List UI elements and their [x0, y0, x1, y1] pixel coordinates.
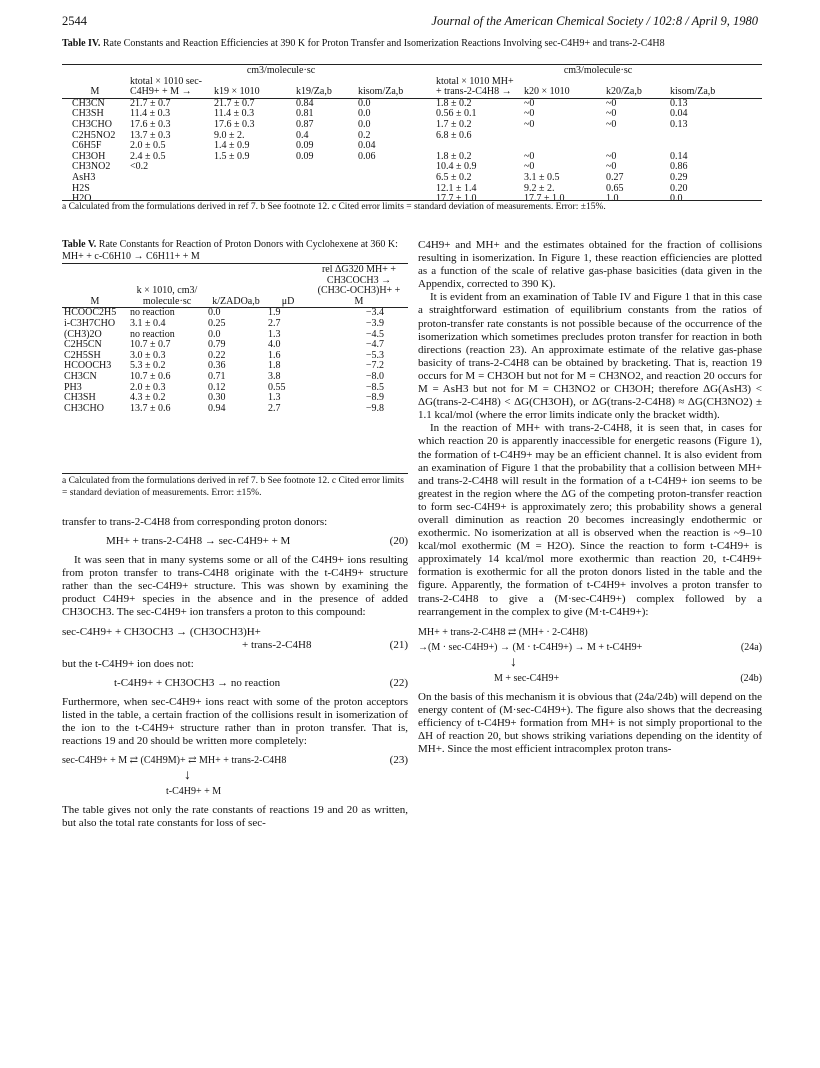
table5-header-m: M	[90, 295, 100, 307]
table4-cell: <0.2	[130, 161, 149, 173]
table5-cell: 0.25	[208, 317, 226, 329]
table5-cell: 4.0	[268, 339, 281, 351]
table5-cell: 2.0 ± 0.3	[130, 381, 166, 393]
table4-row	[62, 141, 762, 152]
right-paragraph-4: On the basis of this mechanism it is obvious that (24a/24b) will depend on the energy content of (M·sec-C4H9+). The figure also shows that the decreasing efficiency of t-C4H9+ formation from MH+ is not simply proportional to the ΔH of reaction 20, but shows striking variations depending on the identity of MH+. Since the most efficient intracomplex proton trans-	[418, 690, 762, 756]
table4-unit-right: cm3/molecule·sc	[563, 65, 633, 76]
table5-bottom-rule	[62, 473, 408, 474]
equation-20	[62, 535, 408, 548]
table4-cell: 0.86	[670, 161, 688, 173]
table5-cell: 0.36	[208, 360, 226, 372]
table4-cell: 11.4 ± 0.3	[130, 108, 171, 120]
table5-cell: −9.8	[365, 402, 384, 414]
table5-cell: −7.2	[365, 360, 384, 372]
right-paragraph-3: In the reaction of MH+ with trans-2-C4H8, it is seen that, in cases for which reaction 20 is apparently inaccessible for energetic reasons (Figure 1), the formation of t-C4H9+ may be an efficient channel. It is also evident from an examination of Figure 1 that the probability that a collision between MH+ and trans-2-C4H8 will result in the formation of a t-C4H9+ ion seems to be greatest in the region where the ΔG of the competing proton-transfer reaction to form sec-C4H9+ is approximately zero; this probability shows a general overall diminution as reaction 20 becomes increasingly endothermic or exothermic. No isomerization at all is observed when the reaction is ~9–10 kcal/mol exothermic (M = H2O). Since the reaction to form t-C4H9+ is approximately 14 kcal/mol more exothermic than reaction 20, t-C4H9+ formation is exothermic for all the proton donors listed in the table and the figure. Apparently, the formation of t-C4H9+ involves a proton transfer to trans-2-C4H8 to give a (M·sec-C4H9+) complex followed by a rearrangement in the complex to give (M·t-C4H9+):	[418, 422, 762, 618]
equation-22	[62, 677, 408, 690]
table4-cell: 1.8 ± 0.2	[436, 150, 472, 162]
table5-cell: 1.9	[268, 307, 281, 319]
table4-cell	[604, 131, 668, 142]
table4-cell: 0.4	[296, 129, 309, 141]
table4-cell: ~0	[524, 108, 535, 120]
table4-cell	[128, 184, 212, 195]
table5-label: Table V.	[62, 239, 97, 250]
table5-cell: −8.9	[365, 392, 384, 404]
table4-cell: 3.1 ± 0.5	[524, 171, 560, 183]
table4-cell	[356, 184, 434, 195]
table4-cell: ~0	[524, 150, 535, 162]
table5-cell: 0.0	[208, 307, 221, 319]
table4-cell-compound: CH3CN	[72, 97, 105, 109]
table4-cell	[212, 184, 294, 195]
table5-cell: 1.3	[268, 328, 281, 340]
table4-cell-compound: H2O	[72, 193, 92, 205]
table4-cell	[356, 173, 434, 184]
table4-header-k19: k19 × 1010	[214, 86, 260, 98]
left-paragraph-3: but the t-C4H9+ ion does not:	[62, 657, 194, 670]
equation-24a-body: →(M · sec-C4H9+) → (M · t-C4H9+) → M + t-C4H9+	[418, 641, 643, 653]
table4-cell: 0.87	[296, 118, 314, 130]
table4-cell	[212, 162, 294, 173]
table4-cell: 1.8 ± 0.2	[436, 97, 472, 109]
equation-24	[418, 625, 762, 685]
table4-cell: 0.0	[670, 193, 683, 205]
table4-cell: 2.0 ± 0.5	[130, 140, 166, 152]
table5-cell: −3.4	[365, 307, 384, 319]
table4-header-kisom-left: kisom/Za,b	[358, 86, 404, 98]
table5-cell: −8.5	[365, 381, 384, 393]
table4-header-ktotal-left: ktotal × 1010 sec-C4H9+ + M →	[130, 75, 203, 98]
table4-cell: 0.13	[670, 97, 688, 109]
table5-row	[62, 351, 408, 362]
equation-21-line2: + trans-2-C4H8	[242, 638, 312, 651]
table4-header-k19z: k19/Za,b	[296, 86, 332, 98]
table4-cell: 1.4 ± 0.9	[214, 140, 250, 152]
table4-cell: 1.0	[606, 193, 619, 205]
left-paragraph-1: transfer to trans-2-C4H8 from corresponding proton donors:	[62, 516, 328, 528]
page-number: 2544	[62, 14, 87, 28]
table4-cell: 2.4 ± 0.5	[130, 150, 166, 162]
equation-20-number: (20)	[389, 535, 408, 548]
table5-cell: 1.6	[268, 349, 281, 361]
table4-cell: 0.0	[358, 118, 371, 130]
table4-row	[62, 184, 762, 195]
table4-cell: 0.56 ± 0.1	[436, 108, 477, 120]
table4-cell: 0.81	[296, 108, 314, 120]
equation-21	[62, 626, 408, 652]
table4-cell: 0.65	[606, 182, 624, 194]
table5	[62, 265, 408, 414]
table5-cell-compound: HCOOC2H5	[64, 307, 117, 319]
table5-cell: 10.7 ± 0.7	[130, 339, 171, 351]
table5-cell: 2.7	[268, 402, 281, 414]
table5-cell-compound: C2H5CN	[64, 339, 102, 351]
table4-cell: 11.4 ± 0.3	[214, 108, 255, 120]
right-paragraph-2: It is evident from an examination of Table IV and Figure 1 that in this case a straightforward estimation of equilibrium constants from the ratios of proton-transfer rate constants is not possible because of the occurrence of the isomerization which sometimes precludes proton transfer for reaction in both directions (reaction 23). An approximate estimate of the relative gas-phase basicity of trans-2-C4H8 can be obtained by bracketing. That is, reaction 19 occurs for M = CH3OH but not for M = CH3NO2, and reaction 20 occurs for M = AsH3 but not for M = CH3NO2 or CH3OH; therefore ΔG(AsH3) < ΔG(trans-2-C4H8) < ΔG(CH3OH), or ΔG(trans-2-C4H8) ≈ ΔG(CH3NO2) ± 1.1 kcal/mol (where the error limits indicate only the bracket width).	[418, 291, 762, 422]
table5-row	[62, 393, 408, 404]
table4-cell: 21.7 ± 0.7	[214, 97, 255, 109]
table5-footnote: a Calculated from the formulations derived in ref 7. b See footnote 12. c Cited error limits = standard deviation of measurements. Error: ±15%.	[62, 476, 404, 498]
table5-cell-compound: CH3CN	[64, 370, 97, 382]
table4-cell: 0.29	[670, 171, 688, 183]
left-paragraph-2: It was seen that in many systems some or all of the C4H9+ ions resulting from proton transfer to trans-C4H8 originate with the t-C4H9+ structure rather than the sec-C4H9+ structure. This was shown by examining the product C4H9+ species in the absence and in the presence of added CH3OCH3. The sec-C4H9+ ion transfers a proton to this compound:	[62, 554, 408, 619]
table5-header-mu: μD	[281, 295, 295, 307]
table4-cell: ~0	[606, 108, 617, 120]
table5-cell: 0.79	[208, 339, 226, 351]
equation-23-body: sec-C4H9+ + M ⇄ (C4H9M)+ ⇄ MH+ + trans-2-C4H8	[62, 755, 287, 767]
table4-cell: 17.7 ± 1.0	[436, 193, 477, 205]
table5-cell: −5.3	[365, 349, 384, 361]
table5-cell-compound: PH3	[64, 381, 82, 393]
table5-row	[62, 330, 408, 341]
table4-header-k20z: k20/Za,b	[606, 86, 642, 98]
table5-cell-compound: CH3SH	[64, 392, 96, 404]
table4-row	[62, 162, 762, 173]
equation-21-number: (21)	[389, 638, 408, 651]
equation-20-body: MH+ + trans-2-C4H8 → sec-C4H9+ + M	[106, 535, 291, 548]
table4-caption-text: Rate Constants and Reaction Efficiencies at 390 K for Proton Transfer and Isomerization Reactions Involving sec-C4H9+ and trans-2-C4H8	[102, 38, 665, 49]
table5-cell: 0.22	[208, 349, 226, 361]
left-paragraph-4: Furthermore, when sec-C4H9+ ions react with some of the proton acceptors listed in the table, a certain fraction of the collisions result in isomerization of the ion to the t-C4H9+ structure rather than in proton transfer. That is, reactions 19 and 20 should be written more completely:	[62, 695, 408, 747]
table5-cell: no reaction	[130, 328, 175, 340]
table5-cell: 3.8	[268, 370, 281, 382]
equation-24a-number: (24a)	[740, 641, 762, 653]
table4-cell: 0.06	[358, 150, 376, 162]
table5-cell: 13.7 ± 0.6	[130, 402, 171, 414]
table4-cell	[522, 131, 604, 142]
table5-cell: 5.3 ± 0.2	[130, 360, 166, 372]
table4-cell	[668, 131, 762, 142]
table4-top-rule	[62, 64, 762, 65]
table5-row	[62, 404, 408, 415]
table4-cell: 0.20	[670, 182, 688, 194]
table4-cell-compound: CH3SH	[72, 108, 104, 120]
table5-cell: −8.0	[365, 370, 384, 382]
table5-cell: 0.55	[268, 381, 286, 393]
table5-cell: 1.8	[268, 360, 281, 372]
table4-cell: 13.7 ± 0.3	[130, 129, 171, 141]
table4-unit-left: cm3/molecule·sc	[246, 65, 316, 76]
equation-22-number: (22)	[389, 676, 408, 689]
table4-cell-compound: H2S	[72, 182, 90, 194]
table4	[62, 66, 762, 205]
table4-cell: 0.04	[670, 108, 688, 120]
table4-cell: ~0	[606, 150, 617, 162]
table4-cell: 1.7 ± 0.2	[436, 118, 472, 130]
table4-header-k20: k20 × 1010	[524, 86, 570, 98]
table5-cell: −4.5	[365, 328, 384, 340]
table4-cell: ~0	[606, 161, 617, 173]
equation-24b-body: M + sec-C4H9+	[494, 672, 560, 684]
running-header	[62, 14, 758, 30]
table4-cell: 12.1 ± 1.4	[436, 182, 477, 194]
table4-cell	[212, 173, 294, 184]
table5-caption	[62, 239, 408, 263]
table4-cell: 0.09	[296, 140, 314, 152]
table4-cell: ~0	[524, 97, 535, 109]
table5-row	[62, 340, 408, 351]
equation-24b-number: (24b)	[740, 672, 762, 684]
table4-cell: ~0	[606, 118, 617, 130]
table4-row	[62, 173, 762, 184]
table4-cell: 17.6 ± 0.3	[130, 118, 171, 130]
table4-cell: 6.5 ± 0.2	[436, 171, 472, 183]
table5-cell-compound: i-C3H7CHO	[64, 317, 116, 329]
table4-cell: 10.4 ± 0.9	[436, 161, 477, 173]
table4-caption	[62, 38, 762, 50]
table5-cell: −3.9	[365, 317, 384, 329]
table5-cell: 2.7	[268, 317, 281, 329]
table5-header-dg: rel ΔG320 MH+ + CH3COCH3 → (CH3C-OCH3)H+ + M	[317, 264, 401, 307]
equation-22-body: t-C4H9+ + CH3OCH3 → no reaction	[114, 676, 281, 689]
table4-cell: 9.2 ± 2.	[524, 182, 555, 194]
table5-body	[62, 308, 408, 414]
equation-24-down-arrow: ↓	[510, 654, 517, 670]
left-column	[62, 516, 408, 830]
table4-cell-compound: C6H5F	[72, 140, 102, 152]
table5-cell: 3.1 ± 0.4	[130, 317, 166, 329]
table4-cell	[294, 162, 356, 173]
table5-row	[62, 361, 408, 372]
equation-23-number: (23)	[389, 754, 408, 767]
table4-cell-compound: AsH3	[72, 171, 96, 183]
table4-cell-compound: C2H5NO2	[72, 129, 116, 141]
table4-cell-compound: CH3CHO	[72, 118, 113, 130]
table4-cell: 17.6 ± 0.3	[214, 118, 255, 130]
table4-cell	[356, 162, 434, 173]
table4-row	[62, 152, 762, 163]
table5-cell: 0.0	[208, 328, 221, 340]
right-paragraph-1: C4H9+ and MH+ and the estimates obtained for the fraction of collisions resulting in isomerization. In Figure 1, these reaction efficiencies are plotted as a function of the scale of relative gas-phase basicities (data given in the Appendix, corrected to 390 K).	[418, 239, 762, 291]
left-paragraph-5: The table gives not only the rate constants of reactions 19 and 20 as written, but also the total rate constants for loss of sec-	[62, 804, 408, 830]
table4-cell: 0.84	[296, 97, 314, 109]
table4-header-ktotal-right: ktotal × 1010 MH+ + trans-2-C4H8 →	[436, 75, 514, 98]
equation-23-product: t-C4H9+ + M	[166, 786, 222, 798]
right-column	[418, 239, 762, 756]
table4-cell-compound: CH3OH	[72, 150, 106, 162]
table4-cell: 0.04	[358, 140, 376, 152]
equation-23-down-arrow: ↓	[184, 768, 191, 784]
table4-cell	[128, 173, 212, 184]
table5-caption-text: Rate Constants for Reaction of Proton Donors with Cyclohexene at 360 K: MH+ + c-C6H10 → C6H11+ + M	[62, 239, 398, 262]
table4-cell: 0.27	[606, 171, 624, 183]
table5-cell: 0.30	[208, 392, 226, 404]
equation-24-top: MH+ + trans-2-C4H8 ⇄ (MH+ · 2-C4H8)	[418, 626, 588, 638]
table4-cell: ~0	[524, 118, 535, 130]
table5-row	[62, 372, 408, 383]
table4-label: Table IV.	[62, 38, 101, 49]
table5-cell-compound: HCOOCH3	[64, 360, 112, 372]
table4-cell	[294, 173, 356, 184]
table4-body	[62, 98, 762, 204]
table4-bottom-rule	[62, 200, 762, 201]
table4-cell: 6.8 ± 0.6	[436, 129, 472, 141]
table5-cell: 0.94	[208, 402, 226, 414]
equation-23	[62, 754, 408, 798]
table4-footnote: a Calculated from the formulations derived in ref 7. b See footnote 12. c Cited error limits = standard deviation of measurements. Error: ±15%.	[62, 202, 606, 212]
table4-cell: 0.14	[670, 150, 688, 162]
table4-header-m: M	[90, 86, 100, 98]
table4-cell: 21.7 ± 0.7	[130, 97, 171, 109]
table5-cell-compound: (CH3)2O	[64, 328, 102, 340]
table5-cell: −4.7	[365, 339, 384, 351]
table4-cell: 0.0	[358, 108, 371, 120]
table4-cell	[294, 184, 356, 195]
table4-cell: ~0	[606, 97, 617, 109]
table5-header-kz: k/ZADOa,b	[212, 295, 260, 307]
table4-cell: ~0	[524, 161, 535, 173]
journal-citation: Journal of the American Chemical Society / 102:8 / April 9, 1980	[431, 14, 758, 28]
table4-cell: 0.0	[358, 97, 371, 109]
table5-cell: 4.3 ± 0.2	[130, 392, 166, 404]
table5-cell-compound: CH3CHO	[64, 402, 105, 414]
table4-cell-compound: CH3NO2	[72, 161, 111, 173]
table5-header-k: k × 1010, cm3/ molecule·sc	[136, 285, 198, 307]
table5-cell: 10.7 ± 0.6	[130, 370, 171, 382]
table4-cell: 0.09	[296, 150, 314, 162]
equation-21-line1: sec-C4H9+ + CH3OCH3 → (CH3OCH3)H+	[62, 625, 261, 638]
table4-cell: 0.2	[358, 129, 371, 141]
table5-row	[62, 383, 408, 394]
table4-cell: 9.0 ± 2.	[214, 129, 245, 141]
table5-row	[62, 319, 408, 330]
table5-cell-compound: C2H5SH	[64, 349, 101, 361]
table5-cell: 1.3	[268, 392, 281, 404]
table5-cell: no reaction	[130, 307, 175, 319]
table4-row	[62, 131, 762, 142]
table4-row	[62, 120, 762, 131]
table4-header-kisom-right: kisom/Za,b	[670, 86, 716, 98]
table5-cell: 0.71	[208, 370, 226, 382]
table4-cell: 1.5 ± 0.9	[214, 150, 250, 162]
table5-cell: 3.0 ± 0.3	[130, 349, 166, 361]
table4-cell: 0.13	[670, 118, 688, 130]
table4-cell: 17.7 ± 1.0	[524, 193, 565, 205]
table5-cell: 0.12	[208, 381, 226, 393]
table4-cell	[522, 141, 604, 152]
